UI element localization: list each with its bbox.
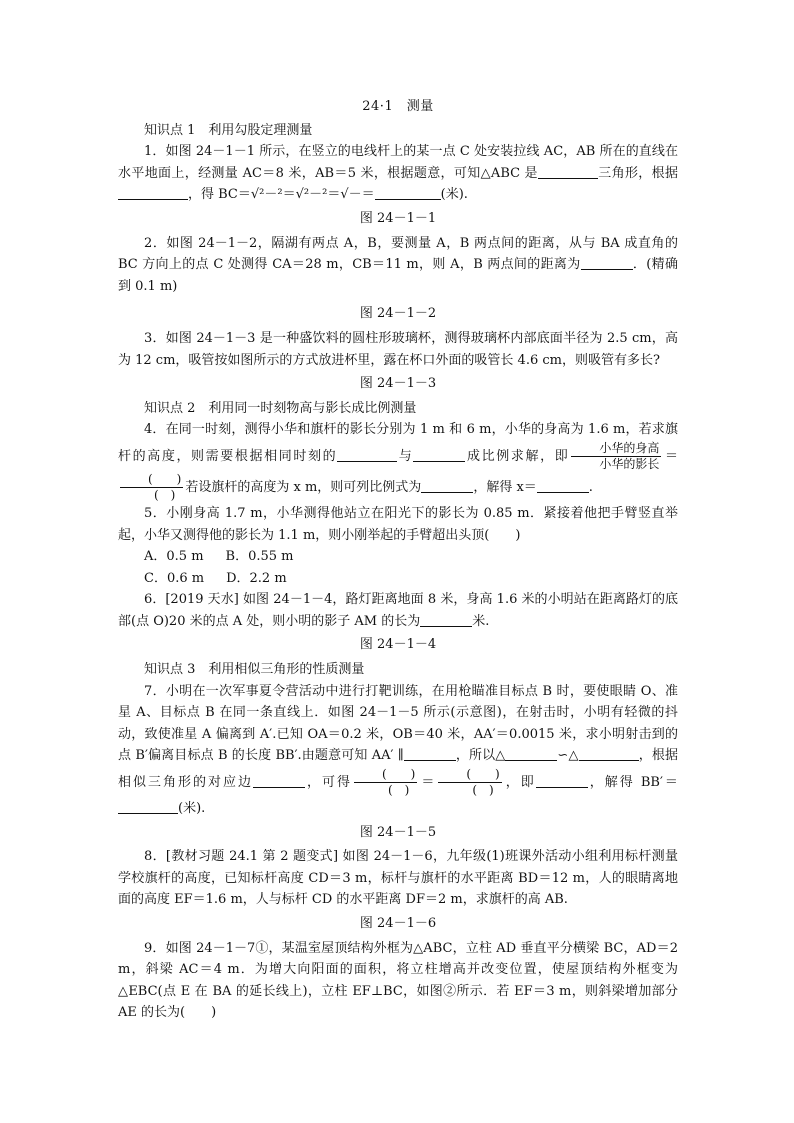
blank-fraction[interactable]: $\frac{( )}{( )}$ [354,767,417,798]
question-2: 2．如图 24－1－2，隔湖有两点 A，B，要测量 A，B 两点间的距离，从与 BA 成直角的 BC 方向上的点 C 处测得 CA＝28 m，CB＝11 m，则 A，B 两点间的距离为 ．(精确到 0.1 m) [118,235,678,294]
option-b[interactable]: B．0.55 m [225,549,294,565]
answer-blank[interactable] [337,447,397,462]
question-3: 3．如图 24－1－3 是一种盛饮料的圆柱形玻璃杯，测得玻璃杯内部底面半径为 2.5 cm，高为 12 cm，吸管按如图所示的方式放进杯里，露在杯口外面的吸管长 4.6 cm，则吸管有多长? [118,330,678,368]
question-6: 6．[2019 天水] 如图 24－1－4，路灯距离地面 8 米，身高 1.6 米的小明站在距离路灯的底部(点 O)20 米的点 A 处，则小明的影子 AM 的长为 米. [118,592,678,629]
ratio-fraction: $\frac{\text{小华的身高}}{\text{小华的影长}}$ [571,441,661,472]
option-c[interactable]: C．0.6 m [144,570,205,586]
blank-fraction[interactable]: $\frac{( )}{( )}$ [120,472,183,503]
question-4: 4．在同一时刻，测得小华和旗杆的影长分别为 1 m 和 6 m，小华的身高为 1.6 m，若求旗杆的高度，则需要根据相同时刻的 与 成比例求解，即 $\frac{\text{小华的身高}}{\text{小华的影长}}$ ＝ $\frac{( )}{( )}$ 若设旗杆的高度为 x m，则可列比例式为 ，解得 x＝ . [118,422,678,502]
figure-caption: 图 24－1－3 [359,376,437,392]
answer-blank[interactable] [118,185,188,200]
answer-blank[interactable] [536,773,588,788]
question-9: 9．如图 24－1－7①，某温室屋顶结构外框为△ABC，立柱 AD 垂直平分横梁 BC，AD＝2 m，斜梁 AC＝4 m．为增大向阳面的面积，将立柱增高并改变位置，使屋顶结构外框变为△EBC(点 E 在 BA 的延长线上)，立柱 EF⊥BC，如图②所示．若 EF＝3 m，则斜梁增加部分 AE 的长为( ) [118,940,678,1021]
answer-blank[interactable] [404,746,456,761]
section-heading-3: 知识点 3 利用相似三角形的性质测量 [144,662,365,678]
page-title: 24·1 测量 [362,99,434,114]
option-a[interactable]: A．0.5 m [144,549,204,565]
question-7: 7．小明在一次军事夏令营活动中进行打靶训练，在用枪瞄准目标点 B 时，要使眼睛 O、准星 A、目标点 B 在同一条直线上．如图 24－1－5 所示(示意图)，在射击时，小明有轻微的抖动，致使准星 A 偏离到 A′.已知 OA＝0.2 米，OB＝40 米，AA′＝0.0015 米，求小明射击到的点 B′偏离目标点 B 的长度 BB′.由题意可知 AA′ ∥ ，所以△ ∽△ ，根据相似三角形的对应边 ，可得 $\frac{( )}{( )}$ ＝ $\frac{( )}{( )}$ ，即 ，解得 BB′＝(米). [118,683,678,817]
figure-caption: 图 24－1－2 [359,306,437,322]
answer-blank[interactable] [505,746,557,761]
options-row-2 [144,568,678,590]
answer-blank[interactable] [537,478,589,493]
figure-caption: 图 24－1－5 [359,824,437,840]
answer-blank[interactable] [420,612,472,627]
answer-blank[interactable] [253,773,305,788]
question-5: 5．小刚身高 1.7 m，小华测得他站立在阳光下的影长为 0.85 m．紧接着他把手臂竖直举起，小华又测得他的影长为 1.1 m，则小刚举起的手臂超出头顶( ) [118,505,678,543]
blank-fraction[interactable]: $\frac{( )}{( )}$ [438,767,501,798]
answer-blank[interactable] [421,478,473,493]
answer-blank[interactable] [538,164,598,179]
options-row-1 [144,546,678,568]
answer-blank[interactable] [413,447,465,462]
figure-caption: 图 24－1－4 [359,637,437,653]
answer-blank[interactable] [118,799,178,814]
section-heading-1: 知识点 1 利用勾股定理测量 [144,122,313,138]
section-heading-2: 知识点 2 利用同一时刻物高与影长成比例测量 [144,400,417,416]
option-d[interactable]: D．2.2 m [226,570,287,586]
question-8: 8．[教材习题 24.1 第 2 题变式] 如图 24－1－6，九年级(1)班课外活动小组利用标杆测量学校旗杆的高度，已知标杆高度 CD＝3 m，标杆与旗杆的水平距离 BD＝12 m，人的眼睛离地面的高度 EF＝1.6 m，人与标杆 CD 的水平距离 DF＝2 m，求旗杆的高 AB. [118,849,678,908]
worksheet-page [118,96,678,1024]
answer-blank[interactable] [579,746,639,761]
answer-blank[interactable] [375,185,441,200]
figure-caption: 图 24－1－6 [359,916,437,931]
question-1: 1．如图 24－1－1 所示，在竖立的电线杆上的某一点 C 处安装拉线 AC，AB 所在的直线在水平地面上，经测量 AC＝8 米，AB＝5 米，根据题意，可知△ABC 是 三角形，根据，得 BC＝√²－²＝√²－²＝√－＝ (米). [118,144,678,203]
figure-caption: 图 24－1－1 [359,210,437,226]
answer-blank[interactable] [581,255,633,270]
